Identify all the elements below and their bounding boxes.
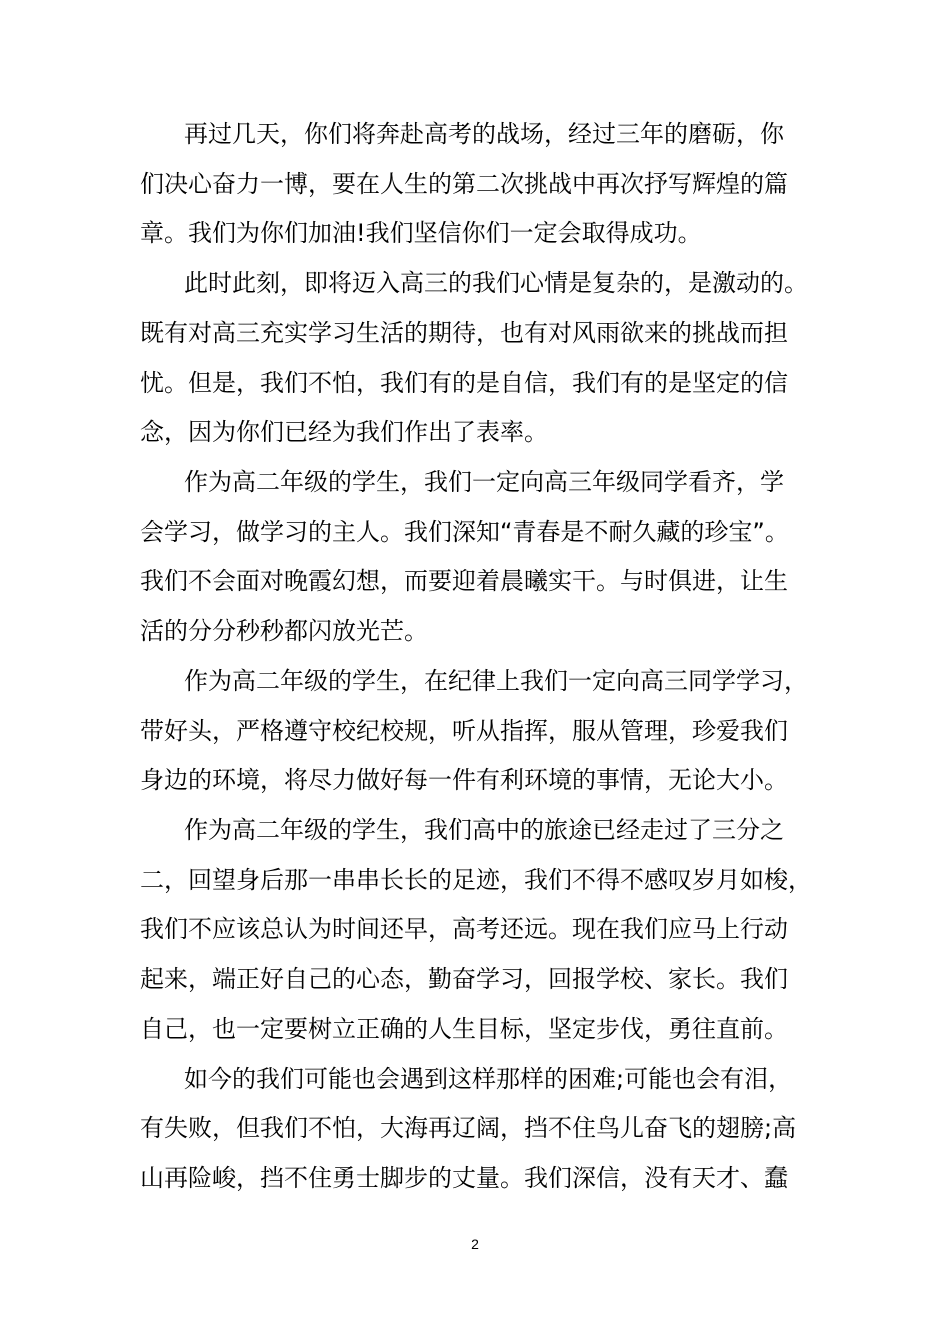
text-line: 起来，端正好自己的心态，勤奋学习，回报学校、家长。我们 <box>140 965 788 993</box>
text-line: 们决心奋力一博，要在人生的第二次挑战中再次抒写辉煌的篇 <box>140 170 788 198</box>
text-line: 活的分分秒秒都闪放光芒。 <box>140 617 428 645</box>
text-line: 作为高二年级的学生，我们高中的旅途已经走过了三分之 <box>184 816 784 844</box>
text-line: 身边的环境，将尽力做好每一件有利环境的事情，无论大小。 <box>140 766 788 794</box>
text-line: 念，因为你们已经为我们作出了表率。 <box>140 418 548 446</box>
text-line: 章。我们为你们加油!我们坚信你们一定会取得成功。 <box>140 219 702 247</box>
text-line: 如今的我们可能也会遇到这样那样的困难;可能也会有泪， <box>184 1065 793 1093</box>
text-line: 带好头，严格遵守校纪校规，听从指挥，服从管理，珍爱我们 <box>140 717 788 745</box>
text-line: 忧。但是，我们不怕，我们有的是自信，我们有的是坚定的信 <box>140 369 788 397</box>
text-line: 山再险峻，挡不住勇士脚步的丈量。我们深信，没有天才、蠢 <box>140 1164 788 1192</box>
text-line: 二，回望身后那一串串长长的足迹，我们不得不感叹岁月如梭， <box>140 866 812 894</box>
text-line: 作为高二年级的学生，在纪律上我们一定向高三同学学习， <box>184 667 808 695</box>
text-line: 再过几天，你们将奔赴高考的战场，经过三年的磨砺，你 <box>184 120 784 148</box>
text-line: 作为高二年级的学生，我们一定向高三年级同学看齐，学 <box>184 468 784 496</box>
text-line: 此时此刻，即将迈入高三的我们心情是复杂的，是激动的。 <box>184 269 808 297</box>
text-line: 我们不应该总认为时间还早，高考还远。现在我们应马上行动 <box>140 915 788 943</box>
page-number: 2 <box>471 1236 479 1252</box>
text-line: 自己，也一定要树立正确的人生目标，坚定步伐，勇往直前。 <box>140 1015 788 1043</box>
text-line: 有失败，但我们不怕，大海再辽阔，挡不住鸟儿奋飞的翅膀;高 <box>140 1114 797 1142</box>
text-line: 我们不会面对晚霞幻想，而要迎着晨曦实干。与时俱进，让生 <box>140 567 788 595</box>
text-line: 会学习，做学习的主人。我们深知“青春是不耐久藏的珍宝”。 <box>140 518 789 546</box>
text-line: 既有对高三充实学习生活的期待，也有对风雨欲来的挑战而担 <box>140 319 788 347</box>
